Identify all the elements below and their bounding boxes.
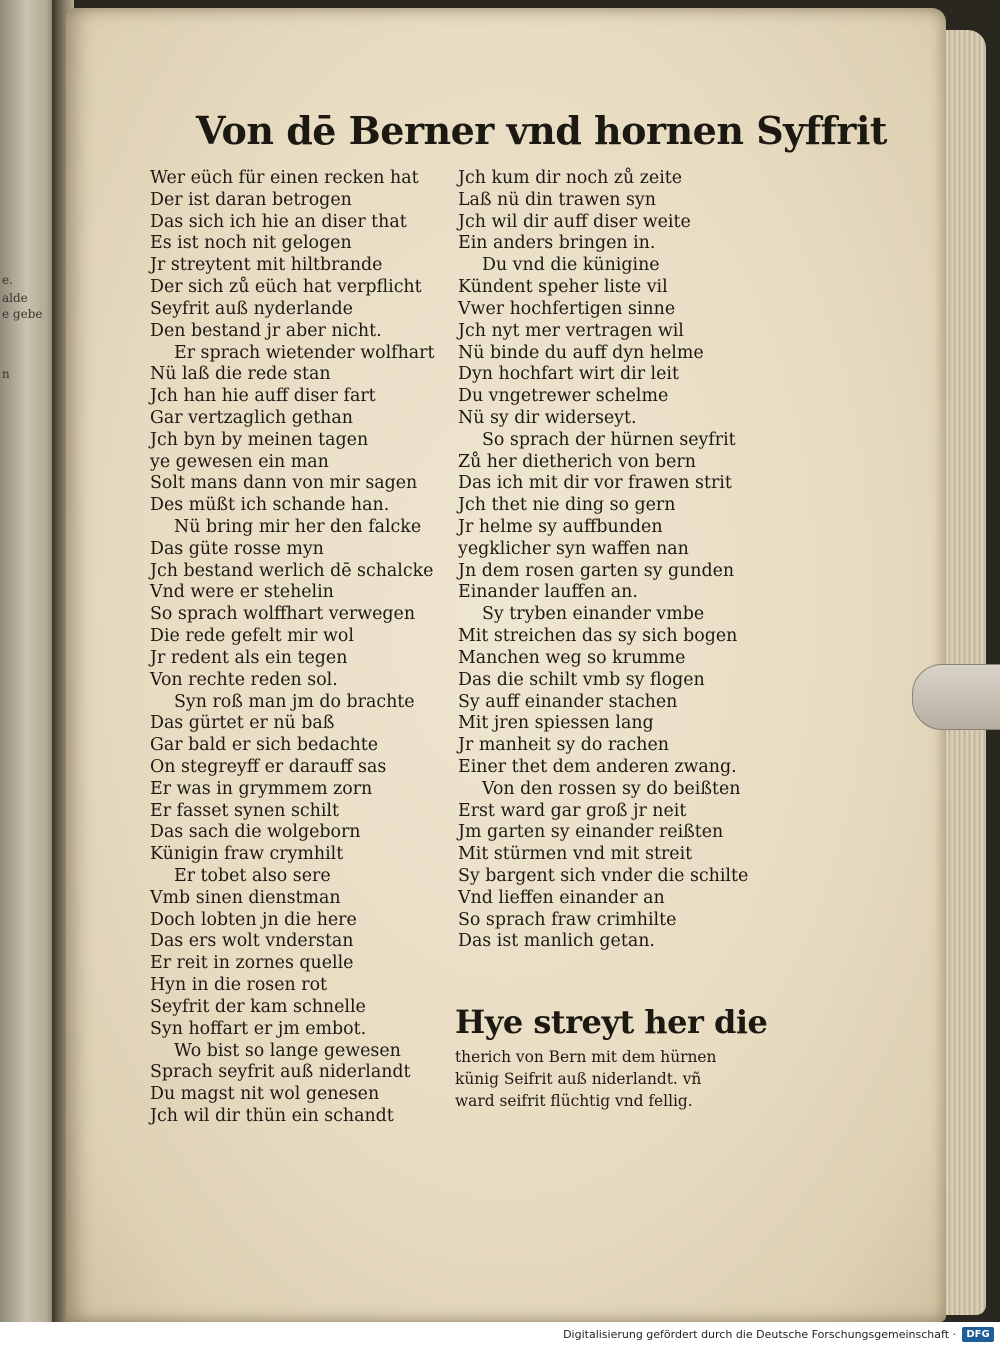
verse-line: Doch lobten jn die here [150,909,357,930]
verse-line: Einer thet dem anderen zwang. [458,756,737,777]
verse-line: Er tobet also sere [174,866,331,886]
section-heading: Hye streyt her die [455,1003,768,1041]
verse-line: Ein anders bringen in. [458,233,656,254]
verse-line: Vnd lieffen einander an [458,887,665,908]
verse-line: Das die schilt vmb sy flogen [458,669,705,690]
verse-line: Dyn hochfart wirt dir leit [458,364,679,385]
verse-line: Mit jren spiessen lang [458,713,654,734]
verse-line: Jm garten sy einander reißten [458,822,724,843]
verse-line: Nü sy dir widerseyt. [458,407,637,428]
verse-line: yegklicher syn waffen nan [458,538,689,559]
verse-line: Das gürtet er nü baß [150,713,335,734]
page-heading: Von dē Berner vnd hornen Syffrit [196,108,887,153]
verse-column-right [458,168,748,953]
verse-line: Sprach seyfrit auß niderlandt [150,1062,411,1083]
verse-line: Syn roß man jm do brachte [174,691,415,712]
verse-line: Es ist noch nit gelogen [150,233,352,254]
verse-line: Er reit in zornes quelle [150,953,354,974]
verse-line: So sprach der hürnen seyfrit [482,429,736,450]
verse-column-left [150,168,450,1128]
verse-line: Nü binde du auff dyn helme [458,342,704,363]
verse-line: Die rede gefelt mir wol [150,626,354,647]
verse-line: Erst ward gar groß jr neit [458,800,687,821]
verse-line: Des müßt ich schande han. [150,495,390,516]
book-clip [912,664,1000,730]
verse-line: Laß nü din trawen syn [458,189,656,210]
margin-fragment: n [2,367,10,381]
verse-line: Jch kum dir noch zů zeite [458,168,683,188]
verse-line: Jn dem rosen garten sy gunden [458,560,735,581]
verse-line: Sy tryben einander vmbe [482,604,705,625]
verse-line: Gar bald er sich bedachte [150,735,379,756]
verse-line: Der sich zů eüch hat verpflicht [150,277,422,298]
verse-line: Syn hoffart er jm embot. [150,1018,367,1039]
verse-line: Mit streichen das sy sich bogen [458,626,738,647]
verse-line: ye gewesen ein man [150,451,329,472]
verse-line: Vmb sinen dienstman [150,887,341,908]
funding-notice: Digitalisierung gefördert durch die Deutsche Forschungsgemeinschaft · [563,1328,956,1341]
verse-line: Gar vertzaglich gethan [150,407,353,428]
verse-line: Das ich mit dir vor frawen strit [458,473,732,494]
verse-line: Er was in grymmem zorn [150,778,373,799]
footer-bar [0,1322,1000,1347]
verse-line: Er fasset synen schilt [150,800,339,821]
verse-line: Das ist manlich getan. [458,931,655,952]
verse-line: Du vnd die künigine [482,255,660,276]
verse-line: Vwer hochfertigen sinne [458,298,676,319]
verse-line: On stegreyff er darauff sas [150,756,387,777]
verse-line: Jch wil dir thün ein schandt [150,1105,394,1126]
verse-line: Sy bargent sich vnder die schilte [458,866,749,886]
verse-line: Vnd were er stehelin [150,582,334,603]
verse-line: Nü bring mir her den falcke [174,517,422,537]
section-line: ward seifrit flüchtig vnd fellig. [455,1092,693,1110]
verse-line: Das sich ich hie an diser that [150,211,407,232]
verse-line: Mit stürmen vnd mit streit [458,844,693,865]
verse-line: Jr manheit sy do rachen [458,735,669,756]
section-line: künig Seifrit auß niderlandt. vñ [455,1070,702,1088]
verse-line: Jch han hie auff diser fart [150,386,376,407]
verse-line: Wo bist so lange gewesen [174,1040,401,1061]
verse-line: Kündent speher liste vil [458,277,668,298]
verse-line: Du magst nit wol genesen [150,1084,380,1105]
verse-line: Er sprach wietender wolfhart [174,342,435,363]
verse-line: Das güte rosse myn [150,538,324,559]
margin-fragment: alde [2,291,28,305]
verse-line: Jr streytent mit hiltbrande [150,255,383,276]
verse-line: Jr helme sy auffbunden [458,517,663,537]
section-line: therich von Bern mit dem hürnen [455,1048,717,1066]
verse-line: So sprach wolffhart verwegen [150,604,416,625]
verse-line: Von den rossen sy do beißten [482,778,741,799]
verse-line: Manchen weg so krumme [458,647,686,668]
verse-line: Hyn in die rosen rot [150,975,328,996]
section-summary [455,1046,745,1112]
margin-fragment: e. [2,273,13,287]
verse-line: Künigin fraw crymhilt [150,844,344,865]
verse-line: Das sach die wolgeborn [150,822,361,843]
verse-line: Den bestand jr aber nicht. [150,320,382,341]
verse-line: Der ist daran betrogen [150,189,352,210]
verse-line: Seyfrit der kam schnelle [150,996,366,1017]
margin-fragment: e gebe [2,307,43,321]
verse-line: Solt mans dann von mir sagen [150,473,418,494]
facing-page-edge [0,0,58,1322]
verse-line: Du vngetrewer schelme [458,386,669,407]
verse-line: Von rechte reden sol. [150,669,338,690]
verse-line: Jch nyt mer vertragen wil [458,320,684,341]
verse-line: Einander lauffen an. [458,582,638,603]
verse-line: Sy auff einander stachen [458,691,678,712]
verse-line: Jr redent als ein tegen [150,647,348,668]
verse-line: Jch wil dir auff diser weite [458,211,691,232]
verse-line: So sprach fraw crimhilte [458,909,677,930]
dfg-logo: DFG [962,1327,994,1342]
verse-line: Jch bestand werlich dē schalcke [150,560,434,581]
verse-line: Wer eüch für einen recken hat [150,168,419,188]
verse-line: Zů her dietherich von bern [458,451,696,472]
verse-line: Seyfrit auß nyderlande [150,298,353,319]
verse-line: Jch thet nie ding so gern [458,495,676,516]
verse-line: Nü laß die rede stan [150,364,331,385]
verse-line: Jch byn by meinen tagen [150,429,369,450]
verse-line: Das ers wolt vnderstan [150,931,354,952]
